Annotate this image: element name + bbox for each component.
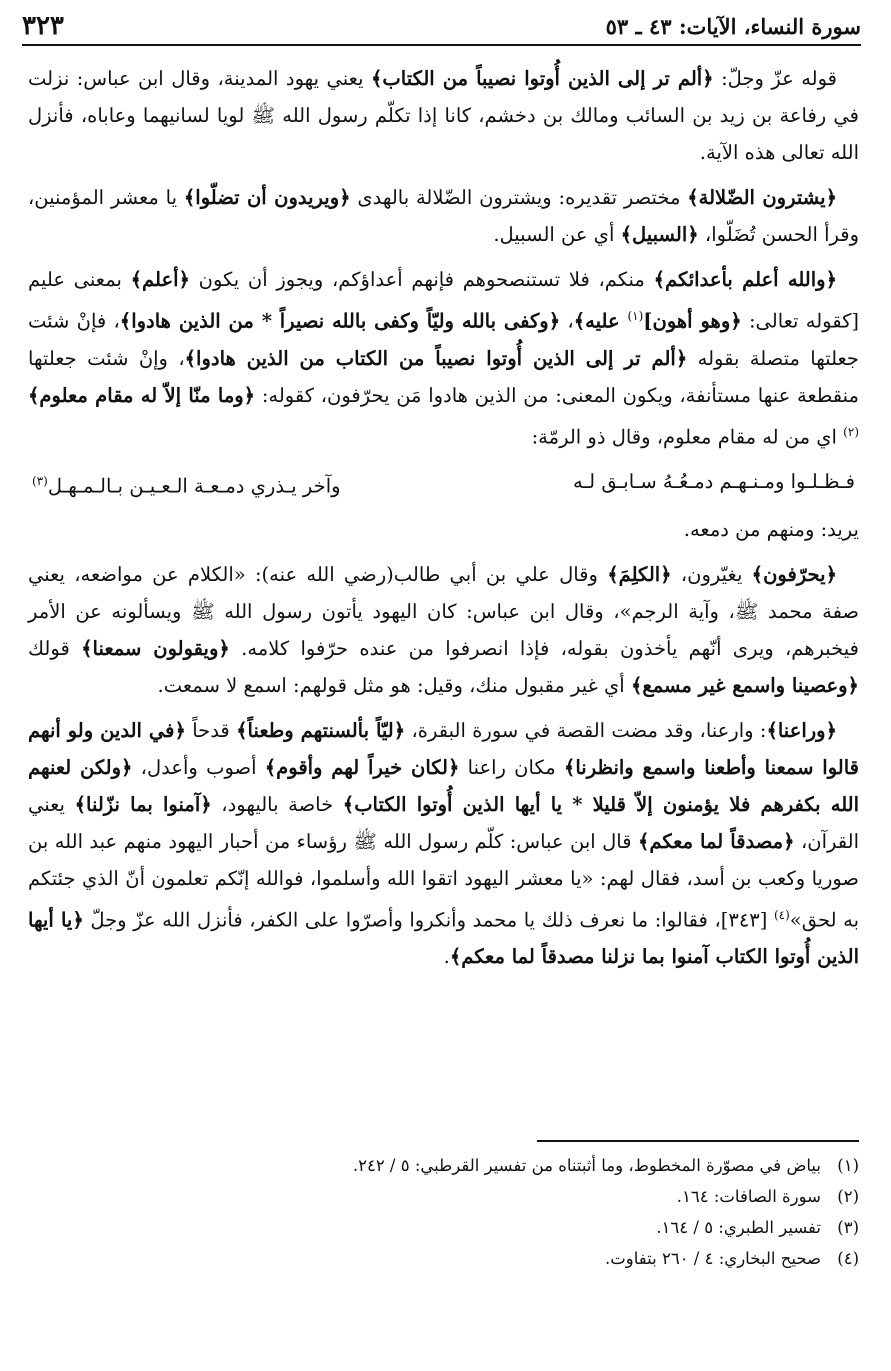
text-run: بمعنى عليم [كقوله تعالى: — [28, 268, 859, 333]
text-run: يغيّرون، — [671, 562, 752, 586]
text-run: خاصة باليهود، — [211, 792, 343, 816]
text-run: ، فإنْ شئت جعلتها متصلة بقوله — [28, 309, 859, 370]
text-run: منكم، فلا تستنصحوهم فإنهم أعداؤكم، ويجوز أن يكون — [189, 268, 654, 291]
footnote-text: صحيح البخاري: ٤ / ٢٦٠ بتفاوت. — [605, 1249, 821, 1268]
quran-quote: ﴿وعصينا واسمع غير مسمع﴾ — [630, 673, 859, 697]
quran-quote: ﴿يشترون الضّلالة﴾ — [687, 186, 837, 209]
text-run: قوله عزّ وجلّ: — [713, 67, 837, 90]
text-run: قولك — [28, 636, 82, 660]
verse-left-text: وآخر يـذري دمـعـة الـعـيـن بـالـمـهـل — [47, 474, 341, 498]
quran-quote: ﴿ويريدون أن تضلّوا﴾ — [183, 186, 351, 209]
text-run: يعني يهود المدينة، وقال ابن عباس: نزلت في رفاعة بن زيد بن السائب ومالك بن دخشم، كانا إذا تكلّم رسول الله ﷺ لويا لسانيهما وعاباه، فأنزل الله تعالى هذه الآية. — [28, 67, 859, 164]
footnote-number: (٣) — [837, 1218, 859, 1237]
text-run: أي عن السبيل. — [493, 223, 621, 246]
quran-quote: ﴿لكان خيراً لهم وأقوم﴾ — [264, 755, 460, 779]
paragraph — [28, 712, 859, 976]
quran-quote: ﴿والله أعلم بأعدائكم﴾ — [653, 268, 837, 291]
footnote-number: (٤) — [837, 1249, 859, 1268]
footnote-ref: (٢) — [843, 424, 859, 439]
quran-quote: ﴿ويقولون سمعنا﴾ — [81, 636, 230, 660]
quran-quote: ﴿أعلم﴾ — [130, 268, 190, 291]
quran-quote: ﴿يحرّفون﴾ — [751, 562, 837, 586]
text-run: يعني القرآن، — [28, 792, 859, 853]
text-run: مكان راعنا — [459, 755, 564, 779]
text-run: : وارعنا، وقد مضت القصة في سورة البقرة، — [405, 718, 767, 742]
footnote-number: (١) — [837, 1156, 859, 1175]
text-run: أصوب وأعدل، — [132, 755, 265, 779]
quran-quote: ﴿ليّاً بألسنتهم وطعناً﴾ — [236, 718, 406, 742]
page-number: ٣٢٣ — [22, 11, 64, 41]
verse-hemistich-right: فـظـلـوا ومـنـهـم دمـعُـهُ سـابـق لـه — [573, 470, 855, 493]
text-run: قدحاً — [185, 718, 237, 742]
text-run: قال ابن عباس: كلّم رسول الله ﷺ رؤساء من أحبار اليهود منهم عبد الله بن صوريا وكعب بن أسد، فقال لهم: «يا معشر اليهود اتقوا الله وأسلموا، فوالله إنّكم تعلمون أنّ الذي جئتكم به لحق» — [28, 829, 859, 931]
quran-quote: ﴿آمنوا بما نزّلنا﴾ — [74, 792, 212, 816]
quran-quote: ﴿ولكن لعنهم الله بكفرهم فلا يؤمنون إلاّ قليلا * يا أيها الذين أُوتوا الكتاب﴾ — [28, 755, 860, 816]
quran-quote: ﴿مصدقاً لما معكم﴾ — [638, 829, 795, 853]
paragraph — [28, 261, 859, 455]
verse-explanation: يريد: ومنهم من دمعه. — [683, 517, 859, 541]
text-run: اي من له مقام معلوم، وقال ذو الرمّة: — [531, 425, 844, 448]
text-run: أي غير مقبول منك، وقيل: هو مثل قولهم: اسمع لا سمعت. — [157, 673, 631, 697]
quran-quote: ﴿يا أيها الذين أُوتوا الكتاب آمنوا بما نزلنا مصدقاً لما معكم﴾ — [28, 908, 859, 968]
quran-quote: ﴿وما منّا إلاّ له مقام معلوم﴾ — [28, 383, 256, 407]
quran-quote: ﴿السبيل﴾ — [620, 223, 699, 246]
quran-quote: ﴿وكفى بالله وليّاً وكفى بالله نصيراً * من الذين هادوا﴾ — [119, 309, 561, 333]
footnotes-section — [28, 1140, 859, 1274]
text-run: ، وإنْ شئت جعلتها منقطعة عنها مستأنفة، ويكون المعنى: من الذين هادوا مَن يحرّفون، كقوله: — [28, 346, 859, 407]
paragraph — [28, 556, 859, 704]
text-run: . — [443, 945, 450, 968]
poetry-verse — [28, 463, 859, 505]
main-text — [28, 60, 859, 983]
footnote — [28, 1181, 859, 1212]
text-run: مختصر تقديره: ويشترون الضّلالة بالهدى — [350, 186, 688, 209]
footnote — [28, 1243, 859, 1274]
footnote-ref: (٤) — [773, 907, 790, 922]
footnote-text: تفسير الطبري: ٥ / ١٦٤. — [656, 1218, 821, 1237]
verse-hemistich-left — [32, 463, 341, 505]
footnote-list — [28, 1150, 859, 1274]
quran-quote: ﴿وراعنا﴾ — [766, 718, 838, 742]
footnote-ref: (١) — [627, 309, 644, 323]
quran-quote: ﴿في الدين ولو أنهم قالوا سمعنا وأطعنا واسمع وانظرنا﴾ — [28, 718, 860, 779]
footnote-text: بياض في مصوّرة المخطوط، وما أثبتناه من تفسير القرطبي: ٥ / ٢٤٢. — [352, 1156, 821, 1175]
paragraph-group-2 — [28, 556, 859, 976]
page-header — [22, 8, 861, 46]
footnote-text: سورة الصافات: ١٦٤. — [676, 1187, 821, 1206]
quran-quote: عليه﴾ — [573, 309, 628, 333]
quran-quote: ﴿ألم تر إلى الذين أُوتوا نصيباً من الكتاب﴾ — [370, 67, 714, 90]
paragraph-group-1 — [28, 60, 859, 455]
quran-quote: ﴿ألم تر إلى الذين أُوتوا نصيباً من الكتاب من الذين هادوا﴾ — [184, 346, 688, 370]
text-run: ، — [560, 309, 574, 333]
text-run: يا معشر المؤمنين، وقرأ الحسن تُضَلّوا، — [28, 186, 859, 246]
footnote-divider — [537, 1140, 859, 1142]
footnote — [28, 1150, 859, 1181]
paragraph — [28, 179, 859, 253]
text-run: وقال علي بن أبي طالب(رضي الله عنه): «الكلام عن مواضعه، يعني صفة محمد ﷺ، وآية الرجم»، وقال ابن عباس: كان اليهود يأتون رسول الله ﷺ ويسألونه عن الأمر فيخبرهم، ويرى أنّهم يأخذون بقوله، فإذا انصرفوا من عنده حرّفوا كلامه. — [28, 562, 859, 660]
footnote-number: (٢) — [837, 1187, 859, 1206]
footnote-ref: (٣) — [32, 474, 48, 488]
quran-quote: ﴿الكلِمَ﴾ — [607, 562, 672, 586]
running-header-title: سورة النساء، الآيات: ٤٣ ـ ٥٣ — [605, 13, 861, 39]
quran-quote: ﴿وهو أهون] — [643, 309, 742, 333]
text-run: [٣٤٣]، فقالوا: ما نعرف ذلك يا محمد وأنكروا وأصرّوا على الكفر، فأنزل الله عزّ وجلّ — [83, 908, 774, 931]
footnote — [28, 1212, 859, 1243]
paragraph — [28, 60, 859, 171]
